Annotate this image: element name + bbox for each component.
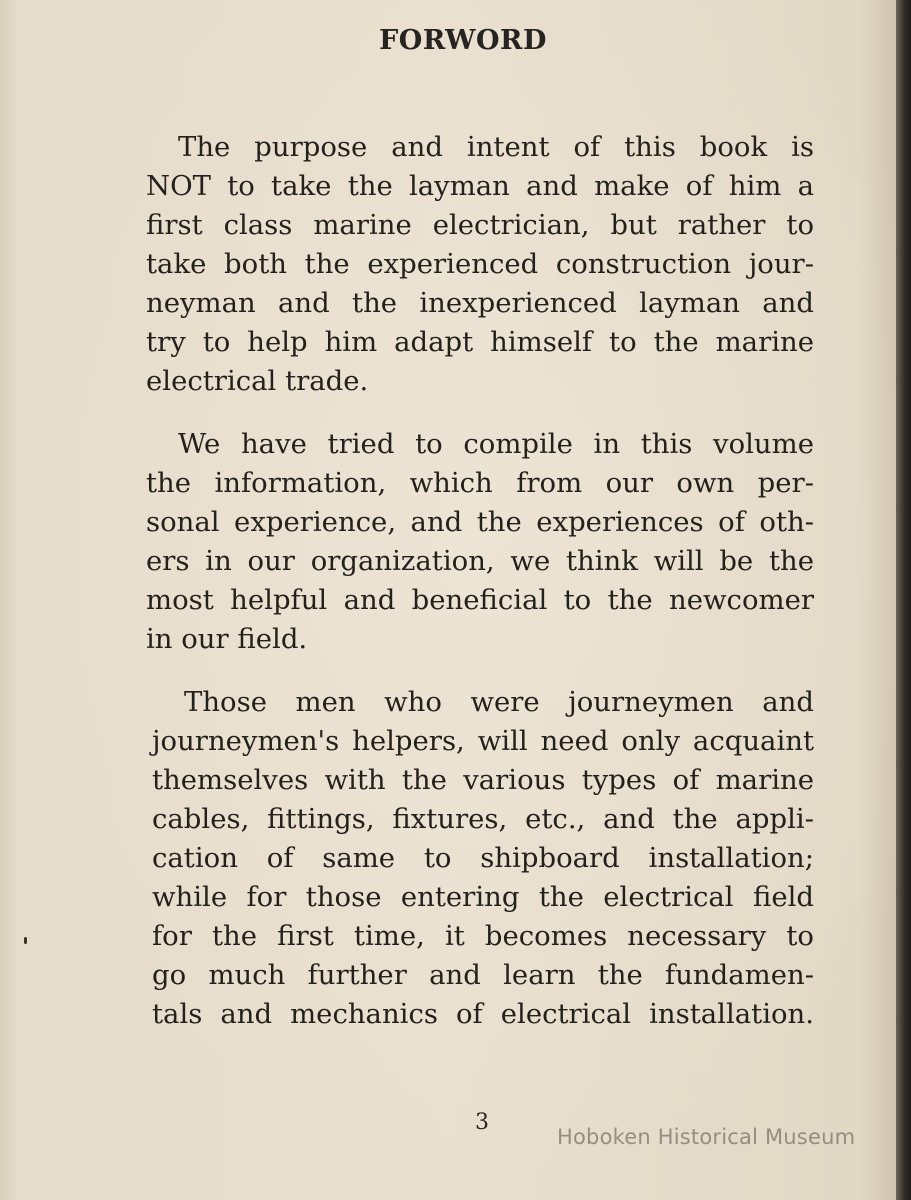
text-line: in our field. xyxy=(146,623,308,655)
text-line: Those men who were journeymen and xyxy=(184,686,814,718)
text-line: take both the experienced construction jour- xyxy=(146,248,814,280)
paragraph-3 xyxy=(152,683,814,1034)
text-line: try to help him adapt himself to the marine xyxy=(146,326,814,358)
text-line: first class marine electrician, but rather to xyxy=(146,209,814,241)
text-line: The purpose and intent of this book is xyxy=(178,131,814,163)
text-line: for the first time, it becomes necessary to xyxy=(152,920,814,952)
text-line: themselves with the various types of marine xyxy=(152,764,814,796)
text-line: electrical trade. xyxy=(146,365,369,397)
binding-shadow xyxy=(896,0,911,1200)
text-line: cables, fittings, fixtures, etc., and the appli- xyxy=(152,803,814,835)
text-line: the information, which from our own per- xyxy=(146,467,814,499)
text-line: NOT to take the layman and make of him a xyxy=(146,170,814,202)
text-line: go much further and learn the fundamen- xyxy=(152,959,814,991)
page-title: FORWORD xyxy=(379,25,547,56)
paper-speck xyxy=(24,937,27,944)
text-line: cation of same to shipboard installation; xyxy=(152,842,814,874)
paragraph-2 xyxy=(146,425,814,659)
text-line: sonal experience, and the experiences of oth- xyxy=(146,506,814,538)
body-text xyxy=(146,128,814,1058)
page-number: 3 xyxy=(475,1110,489,1135)
watermark-text: Hoboken Historical Museum xyxy=(557,1125,856,1149)
text-line: tals and mechanics of electrical installation. xyxy=(152,998,814,1030)
paragraph-1 xyxy=(146,128,814,401)
text-line: ers in our organization, we think will be the xyxy=(146,545,814,577)
text-line: journeymen's helpers, will need only acquaint xyxy=(152,725,814,757)
text-line: while for those entering the electrical field xyxy=(152,881,814,913)
text-line: We have tried to compile in this volume xyxy=(178,428,814,460)
text-line: neyman and the inexperienced layman and xyxy=(146,287,814,319)
text-line: most helpful and beneficial to the newcomer xyxy=(146,584,814,616)
